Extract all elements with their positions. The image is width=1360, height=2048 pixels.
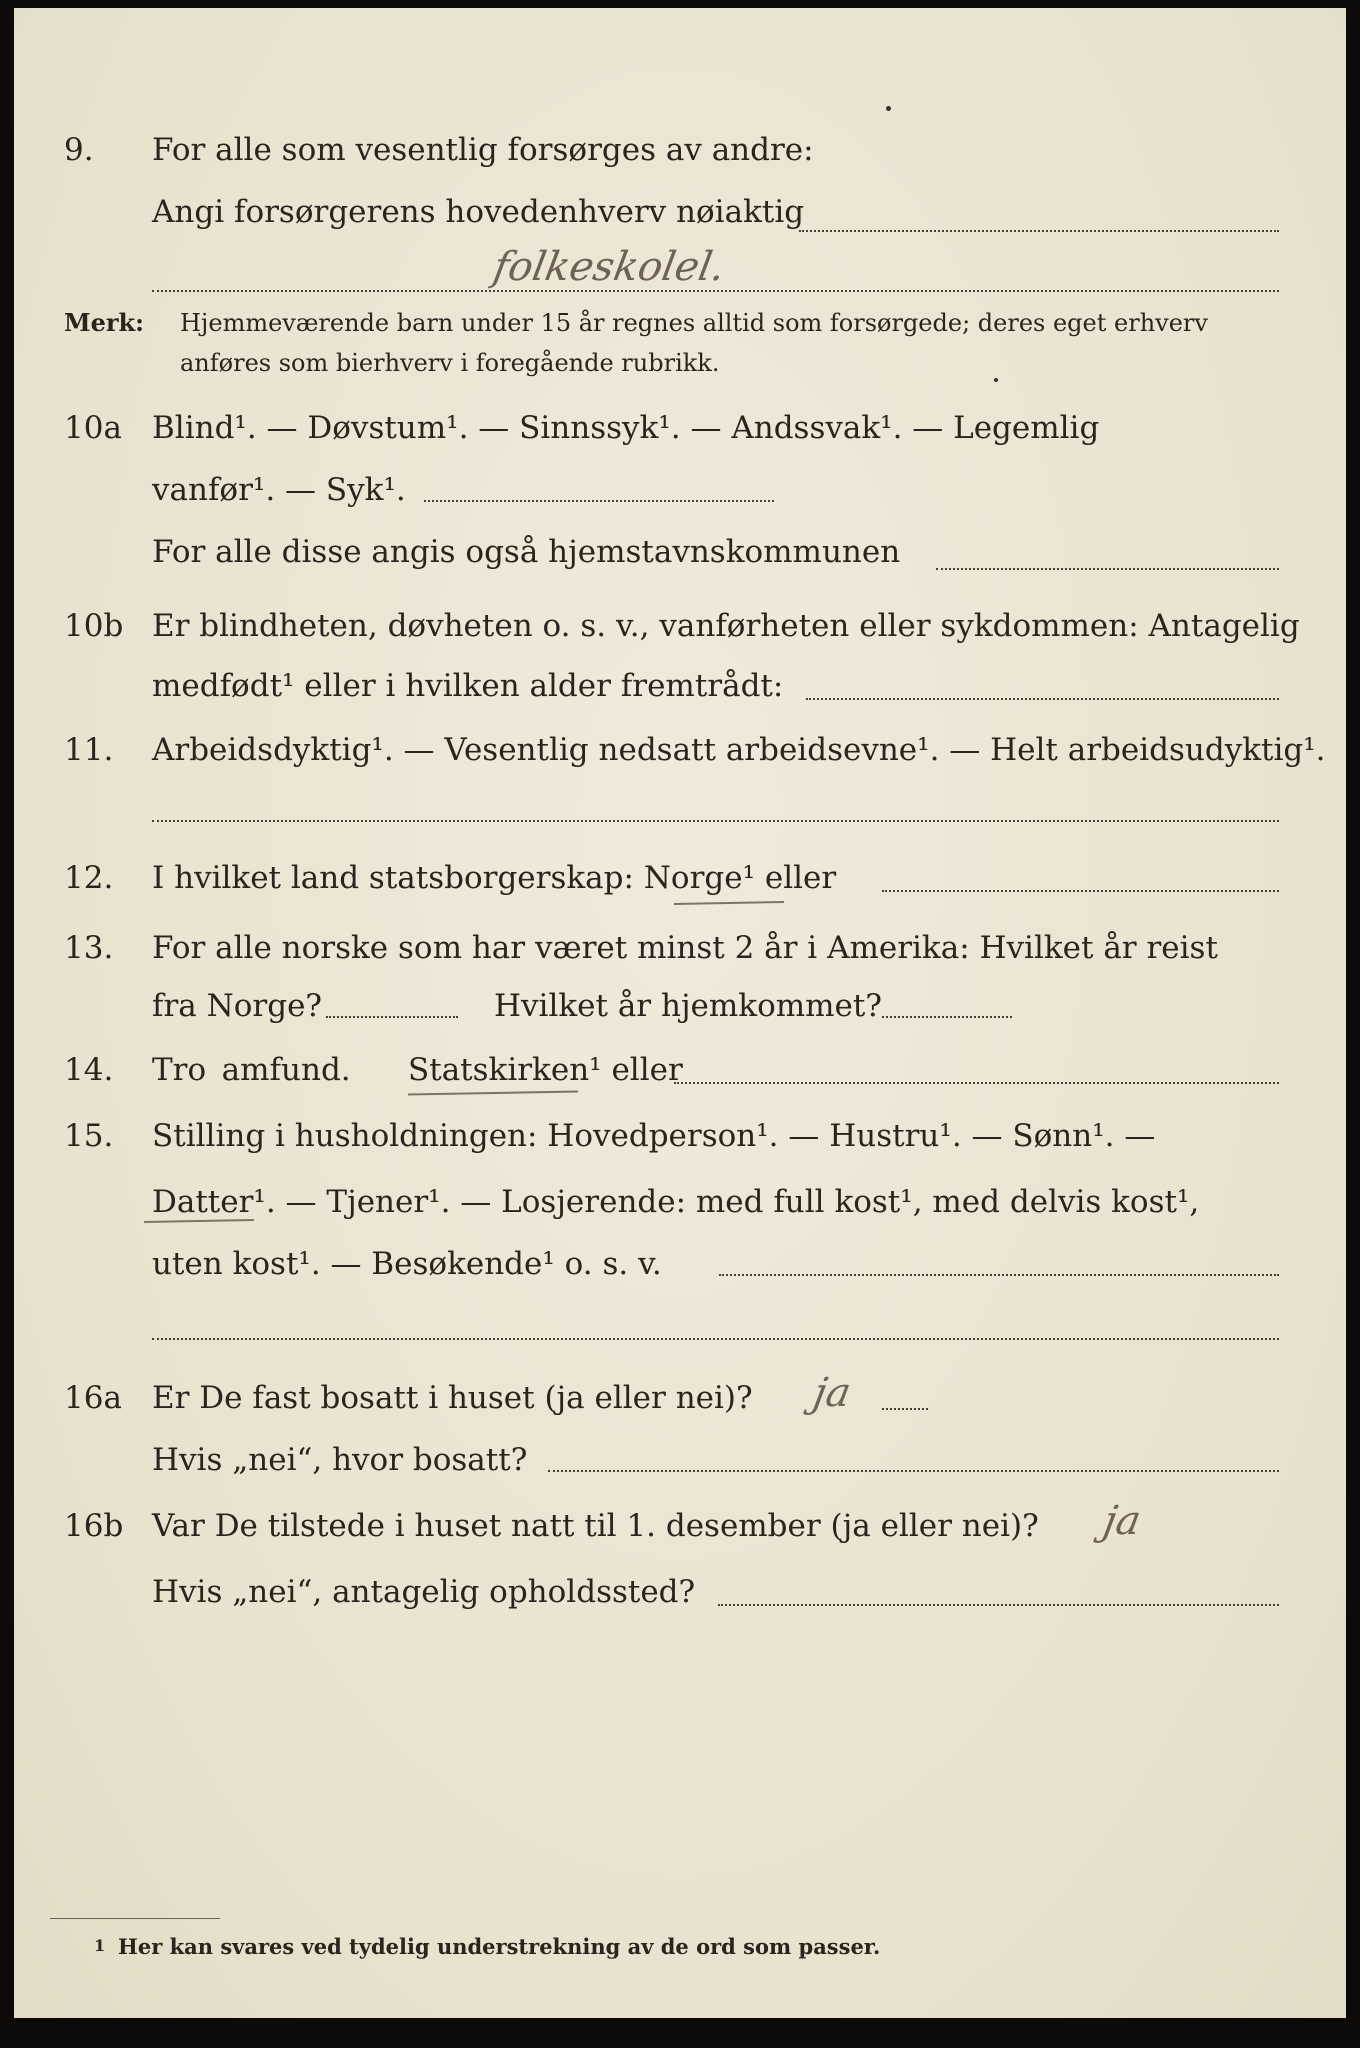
answer-line <box>424 500 774 502</box>
item-text: Statskirken¹ eller <box>408 1052 683 1088</box>
footnote-text: Her kan svares ved tydelig understrekning av de ord som passer. <box>118 1934 881 1959</box>
answer-line <box>548 1470 1279 1472</box>
item-text: I hvilket land statsborgerskap: Norge¹ eller <box>152 860 837 896</box>
item-text: fra Norge? <box>152 988 323 1024</box>
item-number: 12. <box>64 860 114 896</box>
answer-line <box>718 1604 1279 1606</box>
item-text: Hvis „nei“, hvor bosatt? <box>152 1442 528 1478</box>
answer-line <box>152 820 1279 822</box>
answer-line <box>799 230 1279 232</box>
answer-line <box>152 290 1279 292</box>
item-text: Var De tilstede i huset natt til 1. desember (ja eller nei)? <box>152 1508 1039 1544</box>
footnote-mark: 1 <box>94 1936 106 1955</box>
note-label: Merk: <box>64 308 144 337</box>
item-text: Angi forsørgerens hovedenhverv nøiaktig <box>152 194 805 230</box>
item-text: Stilling i husholdningen: Hovedperson¹. — Hustru¹. — Sønn¹. — <box>152 1118 1156 1154</box>
answer-line <box>936 568 1279 570</box>
item-text: For alle norske som har været minst 2 år i Amerika: Hvilket år reist <box>152 930 1218 966</box>
answer-line <box>806 698 1279 700</box>
item-text: Er blindheten, døvheten o. s. v., vanførheten eller sykdommen: Antagelig <box>152 608 1300 644</box>
item-text: Datter¹. — Tjener¹. — Losjerende: med full kost¹, med delvis kost¹, <box>152 1184 1200 1220</box>
answer-line <box>674 1082 1279 1084</box>
item-text: uten kost¹. — Besøkende¹ o. s. v. <box>152 1246 662 1282</box>
item-text: Hvis „nei“, antagelig opholdssted? <box>152 1574 696 1610</box>
answer-line <box>326 1016 458 1018</box>
item-number: 14. <box>64 1052 114 1088</box>
handwritten-answer: ja <box>809 1370 855 1416</box>
item-number: 13. <box>64 930 114 966</box>
item-number: 16b <box>64 1508 124 1544</box>
item-text: Blind¹. — Døvstum¹. — Sinnssyk¹. — Andssvak¹. — Legemlig <box>152 410 1100 446</box>
item-text: vanfør¹. — Syk¹. <box>152 472 406 508</box>
underline-mark <box>674 901 784 905</box>
answer-line <box>882 1016 1012 1018</box>
item-number: 9. <box>64 132 94 168</box>
item-text: medfødt¹ eller i hvilken alder fremtrådt: <box>152 668 784 704</box>
answer-line <box>152 1338 1279 1340</box>
item-text: Tro amfund. <box>152 1052 351 1088</box>
ink-speck <box>886 106 891 111</box>
item-text: For alle som vesentlig forsørges av andre: <box>152 132 814 168</box>
handwritten-answer: ja <box>1099 1498 1145 1544</box>
ink-speck <box>994 378 998 382</box>
item-number: 10a <box>64 410 122 446</box>
item-text: For alle disse angis også hjemstavnskommunen <box>152 534 901 570</box>
handwritten-answer: folkeskolel. <box>489 244 729 290</box>
answer-line <box>882 890 1279 892</box>
footnote-rule <box>50 1918 220 1919</box>
census-form-page <box>14 8 1346 2018</box>
answer-line <box>719 1274 1279 1276</box>
item-text: Arbeidsdyktig¹. — Vesentlig nedsatt arbeidsevne¹. — Helt arbeidsudyktig¹. <box>152 732 1326 768</box>
item-text: Er De fast bosatt i huset (ja eller nei)? <box>152 1380 753 1416</box>
item-text: Hvilket år hjemkommet? <box>494 988 882 1024</box>
item-number: 16a <box>64 1380 122 1416</box>
item-number: 10b <box>64 608 124 644</box>
underline-mark <box>408 1091 578 1096</box>
answer-line <box>882 1408 928 1410</box>
item-number: 15. <box>64 1118 114 1154</box>
item-number: 11. <box>64 732 114 768</box>
note-text: Hjemmeværende barn under 15 år regnes alltid som forsørgede; deres eget erhverv <box>180 309 1208 337</box>
note-text: anføres som bierhverv i foregående rubrikk. <box>180 349 720 377</box>
